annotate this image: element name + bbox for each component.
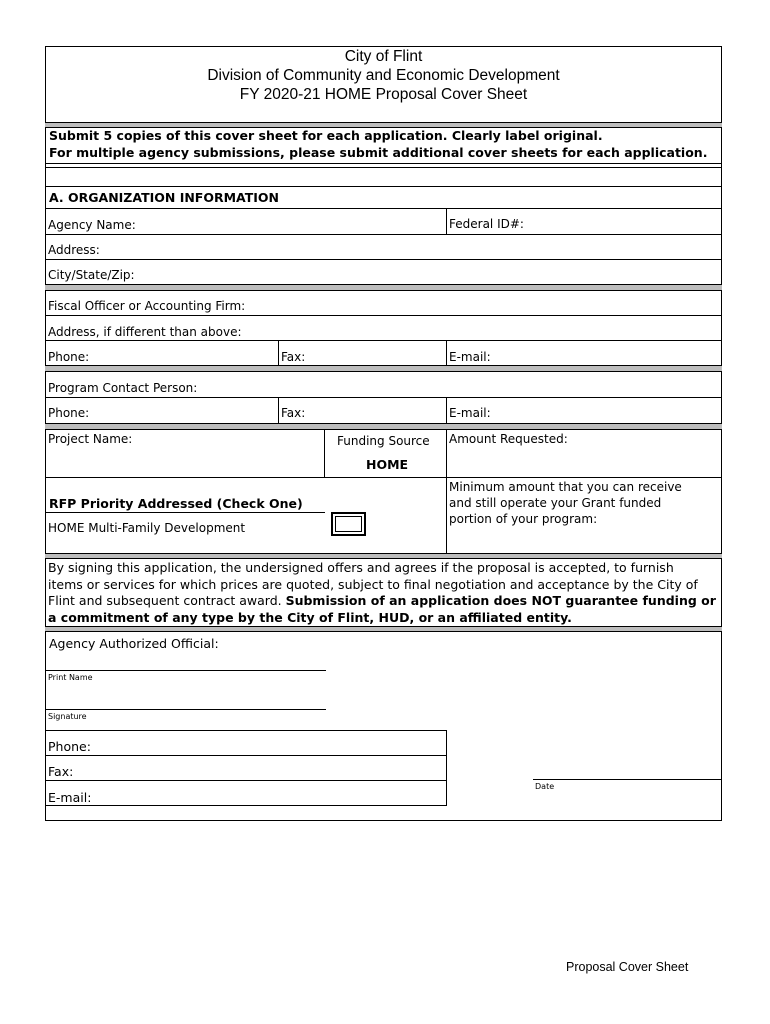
fiscal-email-label: E-mail: — [449, 350, 491, 364]
official-email-label: E-mail: — [48, 790, 92, 805]
rule — [45, 259, 722, 260]
authorized-official-label: Agency Authorized Official: — [49, 636, 219, 651]
rule — [45, 755, 447, 756]
certification-line-2: items or services for which prices are quoted, subject to final negotiation and acceptance by the City of — [48, 577, 698, 592]
address-label: Address: — [48, 243, 100, 257]
rule — [45, 208, 722, 209]
official-fax-label: Fax: — [48, 764, 74, 779]
rule — [45, 780, 447, 781]
rule — [446, 208, 447, 234]
federal-id-label: Federal ID#: — [449, 217, 524, 231]
rule — [446, 340, 447, 366]
contact-phone-label: Phone: — [48, 406, 90, 420]
rule — [45, 477, 722, 478]
signature-line[interactable] — [46, 709, 326, 710]
rule — [278, 340, 279, 366]
section-a-title: A. ORGANIZATION INFORMATION — [49, 190, 279, 205]
header-city: City of Flint — [344, 48, 423, 65]
rule — [45, 234, 722, 235]
minimum-amount-line-3: portion of your program: — [449, 512, 598, 526]
divider-bar — [45, 365, 722, 372]
rule — [45, 163, 722, 164]
minimum-amount-line-1: Minimum amount that you can receive — [449, 480, 682, 494]
rfp-option-checkbox[interactable] — [331, 512, 366, 536]
funding-source-label: Funding Source — [337, 434, 430, 448]
fiscal-fax-label: Fax: — [281, 350, 306, 364]
program-contact-label: Program Contact Person: — [48, 381, 198, 395]
instructions-line-2: For multiple agency submissions, please submit additional cover sheets for each application. — [49, 145, 708, 160]
address-if-different-label: Address, if different than above: — [48, 325, 242, 339]
official-contact-box — [45, 730, 447, 806]
signature-label: Signature — [48, 712, 87, 721]
certification-line-3-plain: Flint and subsequent contract award. — [48, 593, 286, 608]
project-name-label: Project Name: — [48, 432, 133, 446]
print-name-label: Print Name — [48, 673, 93, 682]
contact-email-label: E-mail: — [449, 406, 491, 420]
rule — [446, 429, 447, 554]
funding-source-value: HOME — [366, 457, 409, 472]
minimum-amount-line-2: and still operate your Grant funded — [449, 496, 662, 510]
footer-label: Proposal Cover Sheet — [566, 960, 689, 974]
certification-line-3-bold: Submission of an application does NOT guarantee funding or — [285, 593, 716, 608]
header-division: Division of Community and Economic Development — [207, 67, 560, 84]
print-name-line[interactable] — [46, 670, 326, 671]
official-phone-label: Phone: — [48, 739, 91, 754]
rule — [45, 167, 722, 168]
rule — [278, 397, 279, 423]
agency-name-label: Agency Name: — [48, 218, 136, 232]
divider-bar — [45, 553, 722, 559]
date-line[interactable] — [533, 779, 722, 780]
amount-requested-label: Amount Requested: — [449, 432, 568, 446]
contact-fax-label: Fax: — [281, 406, 306, 420]
fiscal-officer-label: Fiscal Officer or Accounting Firm: — [48, 299, 246, 313]
rfp-priority-label: RFP Priority Addressed (Check One) — [49, 496, 303, 511]
divider-bar — [45, 423, 722, 430]
form-outline — [45, 123, 722, 821]
rule — [45, 340, 722, 341]
divider-bar — [45, 626, 722, 632]
city-state-zip-label: City/State/Zip: — [48, 268, 135, 282]
certification-line-1: By signing this application, the undersigned offers and agrees if the proposal is accepted, to furnish — [48, 560, 674, 575]
certification-line-4: a commitment of any type by the City of Flint, HUD, or an affiliated entity. — [48, 610, 572, 625]
rule — [45, 397, 722, 398]
rule — [324, 429, 325, 477]
rule — [446, 397, 447, 423]
rule — [45, 315, 722, 316]
certification-line-3 — [48, 593, 716, 608]
rfp-option-label: HOME Multi-Family Development — [48, 521, 246, 535]
date-label: Date — [535, 782, 555, 791]
header-form-title: FY 2020-21 HOME Proposal Cover Sheet — [239, 86, 528, 103]
instructions-line-1: Submit 5 copies of this cover sheet for each application. Clearly label original. — [49, 128, 603, 143]
rule — [45, 186, 722, 187]
divider-bar — [45, 284, 722, 291]
fiscal-phone-label: Phone: — [48, 350, 90, 364]
rule — [45, 512, 325, 513]
